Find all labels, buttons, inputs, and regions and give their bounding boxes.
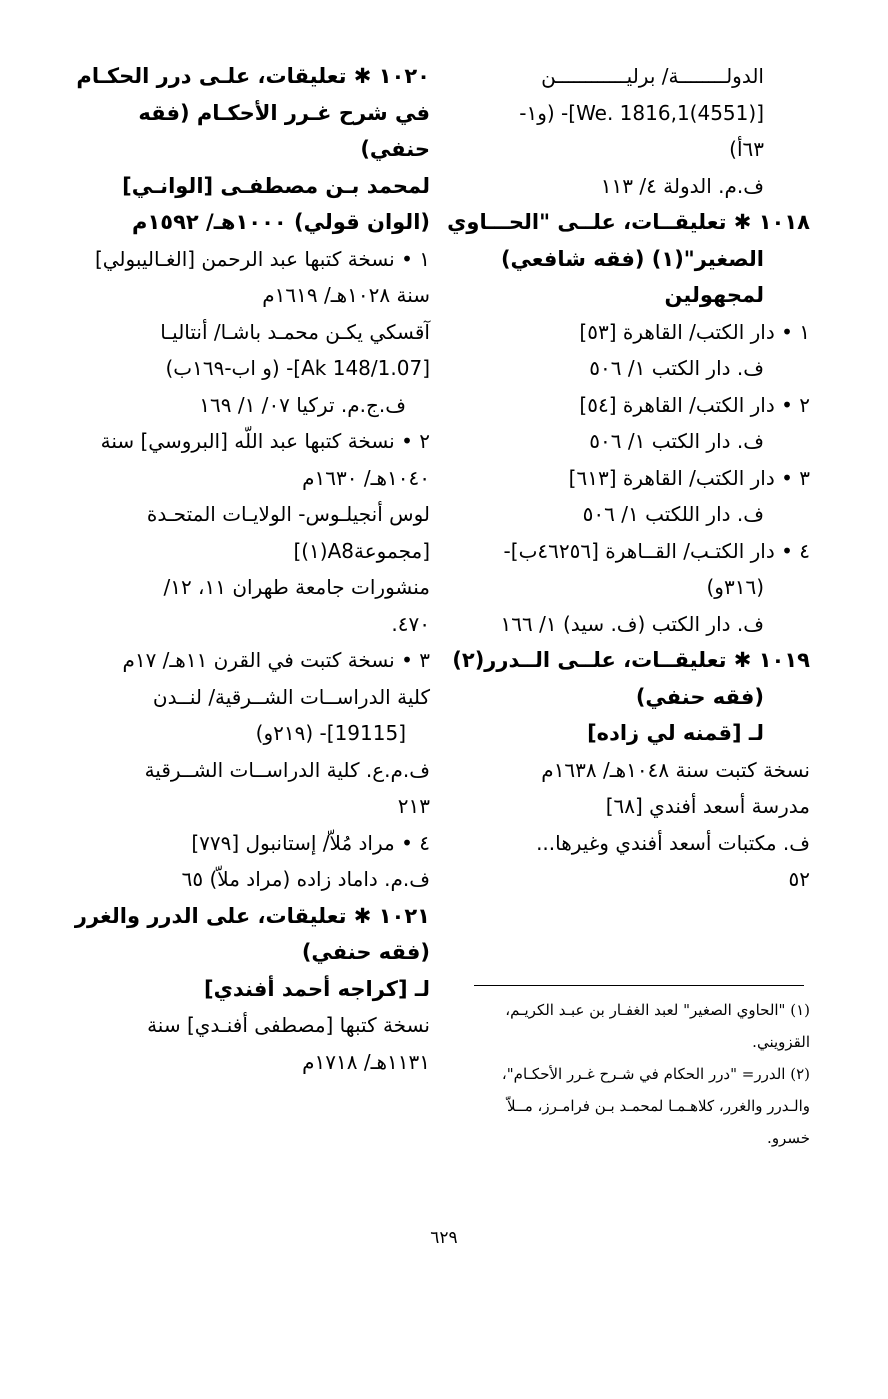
- entry-1020-copy-1: ١ • نسخة كتبها عبد الرحمن [الغـاليبولي]: [94, 246, 430, 271]
- entry-1021-author: لـ [كراجه أحمد أفندي]: [204, 976, 430, 1001]
- entry-1020-copy-1-shelfmark: [07.Ak 148/1]- (و اب-١٦٩ب): [165, 356, 430, 380]
- entry-1018-copy-4-folio: (٣١٦و): [706, 575, 764, 599]
- continued-folio-line: ٦٣أ): [729, 137, 764, 161]
- entry-1020-copy-1-ref: ف.ج.م. تركيا ٠٧/ ١/ ١٦٩: [199, 392, 406, 417]
- entry-1021-heading: ١٠٢١ ✱ تعليقات، على الدرر والغرر: [74, 903, 430, 928]
- entry-1018-heading-cont: الصغير"(١) (فقه شافعي): [500, 246, 764, 271]
- entry-1018-copy-3-ref: ف. دار اللكتب ١/ ٥٠٦: [582, 502, 764, 526]
- entry-1020-copy-1-library: آقسكي يكـن محمـد باشـا/ أنتاليـا: [160, 319, 430, 344]
- entry-1019-catalog-ref: ف. مكتبات أسعد أفندي وغيرها...: [536, 830, 810, 855]
- entry-1020-copy-4-ref: ف.م. داماد زاده (مراد ملاّ) ٦٥: [181, 867, 430, 891]
- continued-catalog-ref: ف.م. الدولة ٤/ ١١٣: [600, 173, 764, 198]
- entry-1020-heading: ١٠٢٠ ✱ تعليقات، علـى درر الحكـام: [76, 64, 430, 88]
- entry-1020-copy-2-ref: منشورات جامعة طهران ١١، ١٢/: [163, 575, 430, 599]
- entry-1021-subject: (فقه حنفي): [301, 940, 430, 964]
- entry-1018-copy-4-ref: ف. دار الكتب (ف. سيد) ١/ ١٦٦: [500, 611, 764, 636]
- entry-1020-copy-2: ٢ • نسخة كتبها عبد اللّه [البروسي] سنة: [100, 429, 430, 453]
- continued-shelfmark-line: [(4551)We. 1816,1]- (و١-: [519, 100, 764, 125]
- footnote-2-cont: والـدرر والغرر، كلاهـمـا لمحمـد بـن فرامـرز، مــلاّ: [507, 1097, 810, 1115]
- entry-1019-heading-cont: (فقه حنفي): [635, 684, 764, 709]
- entry-1021-copy-date: ١١٣١هـ/ ١٧١٨م: [302, 1049, 430, 1074]
- footnote-2: (٢) الدرر= "درر الحكام في شـرح غـرر الأحكـام"،: [501, 1065, 810, 1083]
- entry-1020-copy-2-date: ١٠٤٠هـ/ ١٦٣٠م: [302, 465, 430, 490]
- entry-1019-catalog-page: ٥٢: [788, 867, 810, 891]
- entry-1020-copy-3-ref: ف.م.ع. كلية الدراســات الشــرقية: [144, 757, 430, 782]
- entry-1020-copy-4: ٤ • مراد مُلاّ/ إستانبول [٧٧٩]: [191, 830, 430, 855]
- entry-1020-copy-3-ref-cont: ٢١٣: [397, 794, 430, 818]
- footnote-2-end: خسرو.: [767, 1129, 810, 1147]
- page-number: ٦٢٩: [430, 1228, 458, 1248]
- entry-1018-copy-1: ١ • دار الكتب/ القاهرة [٥٣]: [579, 319, 810, 344]
- footnote-1: (١) "الحاوي الصغير" لعبد الغفـار بن عبـد الكريـم،: [505, 1001, 810, 1019]
- entry-1020-heading-end: حنفي): [360, 137, 430, 161]
- left-column: [74, 58, 430, 1080]
- entry-1018-heading: ١٠١٨ ✱ تعليقــات، علــى "الحـــاوي: [447, 210, 810, 234]
- entry-1020-heading-cont: في شرح غـرر الأحكـام (فقه: [138, 100, 430, 125]
- entry-1018-author: لمجهولين: [664, 283, 764, 307]
- entry-1020-copy-2-ref-cont: ٤٧٠.: [391, 611, 430, 636]
- entry-1019-author: لـ [قمنه لي زاده]: [587, 721, 764, 745]
- entry-1020-copy-2-shelfmark: [مجموعةA8(١)]: [293, 538, 430, 563]
- entry-1020-copy-1-date: سنة ١٠٢٨هـ/ ١٦١٩م: [262, 283, 430, 307]
- footnote-1-cont: القزويني.: [752, 1033, 810, 1051]
- entry-1018-copy-3: ٣ • دار الكتب/ القاهرة [٦١٣]: [568, 465, 810, 490]
- entry-1018-copy-4: ٤ • دار الكتـب/ القــاهرة [٤٦٢٥٦ب]-: [503, 538, 810, 563]
- entry-1020-copy-3-shelfmark: [19115]- (٢١٩و): [255, 721, 406, 745]
- entry-1018-copy-2: ٢ • دار الكتب/ القاهرة [٥٤]: [579, 392, 810, 417]
- entry-1021-copy: نسخة كتبها [مصطفى أفنـدي] سنة: [147, 1013, 430, 1037]
- right-column: [447, 58, 810, 898]
- entry-1019-heading: ١٠١٩ ✱ تعليقــات، علــى الــدرر(٢): [452, 648, 810, 672]
- entry-1019-copy-date: نسخة كتبت سنة ١٠٤٨هـ/ ١٦٣٨م: [541, 757, 810, 782]
- entry-1018-copy-1-ref: ف. دار الكتب ١/ ٥٠٦: [589, 356, 764, 380]
- entry-1018-copy-2-ref: ف. دار الكتب ١/ ٥٠٦: [589, 429, 764, 453]
- footnotes: [474, 994, 810, 1154]
- entry-1020-copy-2-library: لوس أنجيلـوس- الولايـات المتحـدة: [146, 502, 430, 526]
- entry-1020-author-dates: (الوان قولي) ١٠٠٠هـ/ ١٥٩٢م: [132, 210, 430, 234]
- entry-1020-copy-3: ٣ • نسخة كتبت في القرن ١١هـ/ ١٧م: [122, 648, 430, 672]
- footnote-separator: [474, 985, 804, 986]
- entry-1020-author: لمحمد بـن مصطفـى [الوانـي]: [122, 173, 430, 198]
- entry-1019-library: مدرسة أسعد أفندي [٦٨]: [605, 794, 810, 818]
- continued-library-line: الدولــــــــة/ برليــــــــــــن: [541, 64, 764, 88]
- entry-1020-copy-3-library: كلية الدراســات الشــرقية/ لنــدن: [152, 684, 430, 709]
